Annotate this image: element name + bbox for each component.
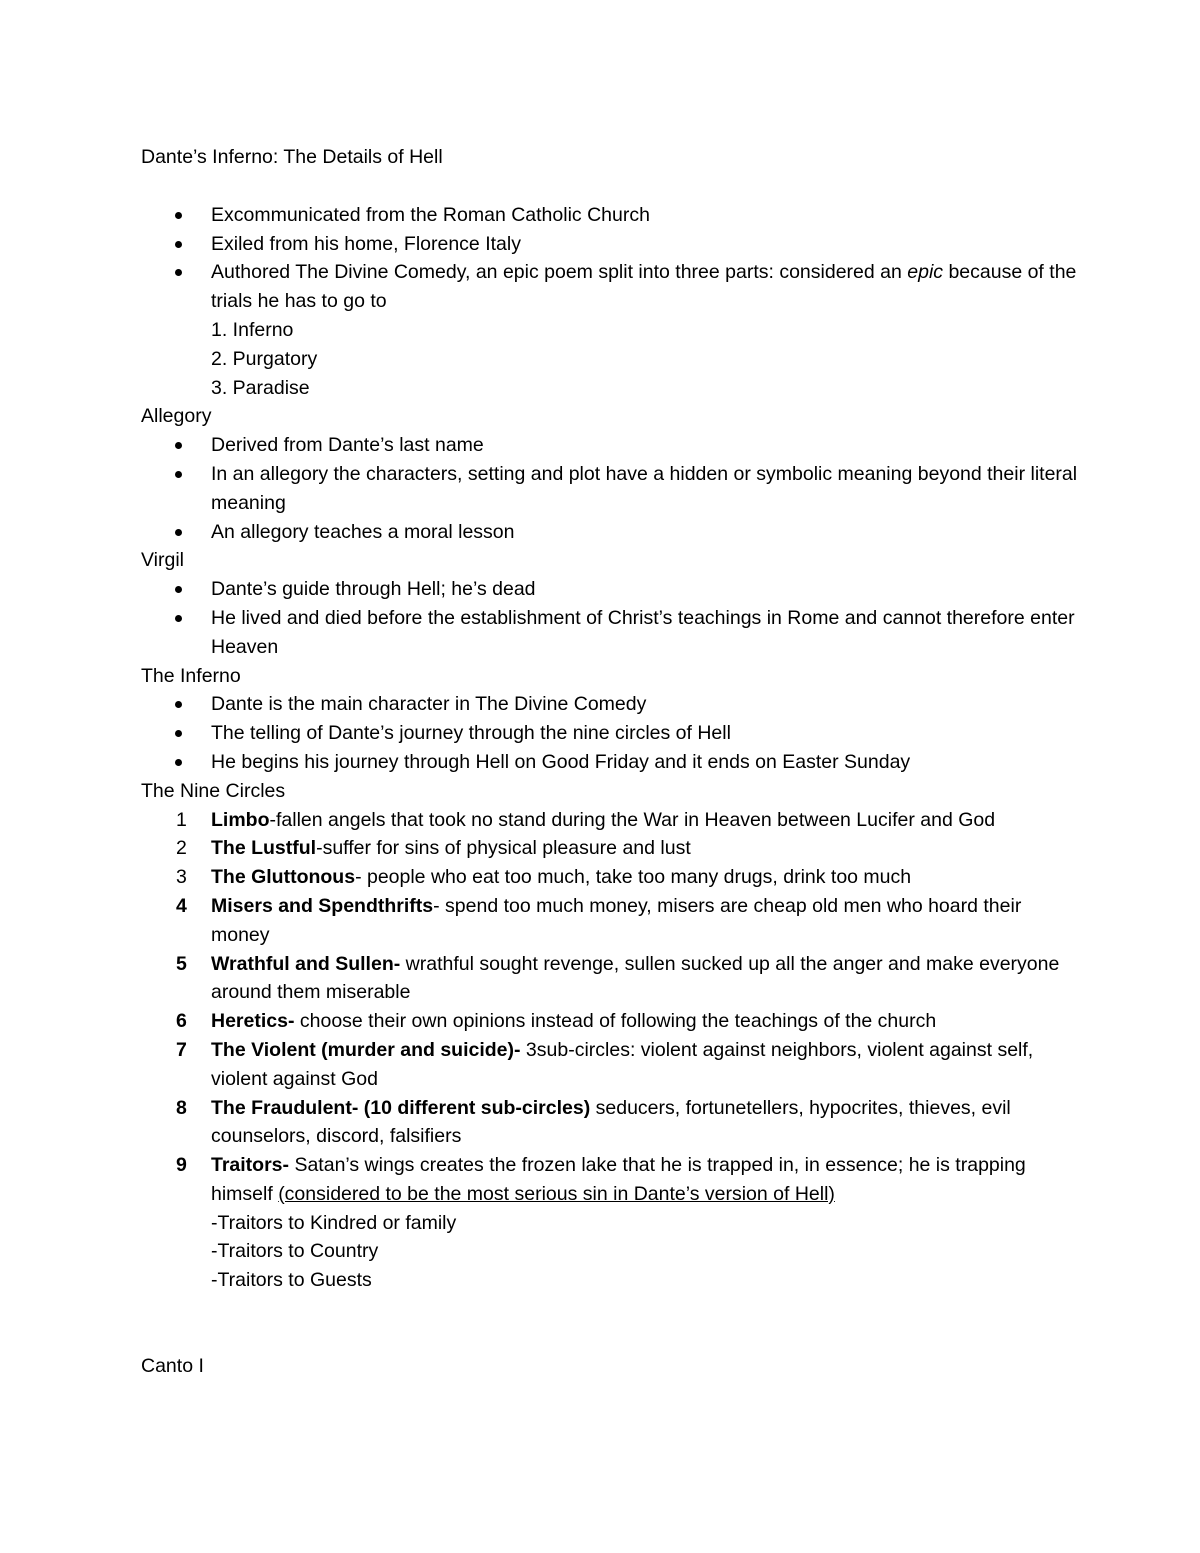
circle-item: [141, 834, 1080, 863]
item-text: because of the trials he has to go to: [211, 261, 1077, 313]
circle-item: [141, 1007, 1080, 1036]
circle-number: 8: [176, 1096, 187, 1119]
circle-term: Limbo: [211, 808, 270, 831]
circle-number: 9: [176, 1154, 187, 1177]
intro-list: [141, 201, 1080, 316]
list-item: -Traitors to Country: [211, 1240, 379, 1263]
list-item: Dante’s guide through Hell; he’s dead: [141, 575, 1080, 604]
nine-circles-list: [141, 806, 1080, 1296]
circle-description: choose their own opinions instead of following the teachings of the church: [294, 1010, 937, 1033]
list-item: Derived from Dante’s last name: [141, 431, 1080, 460]
circle-term: Heretics-: [211, 1010, 295, 1033]
circle-description: seducers, fortunetellers, hypocrites, thieves, evil counselors, discord, falsifiers: [211, 1096, 1011, 1148]
document-title: Dante’s Inferno: The Details of Hell: [141, 146, 443, 168]
list-item: In an allegory the characters, setting and plot have a hidden or symbolic meaning beyond their literal meaning: [141, 460, 1080, 518]
circle-number: 6: [176, 1010, 187, 1033]
circle-term: Misers and Spendthrifts: [211, 894, 434, 917]
list-item: He lived and died before the establishment of Christ’s teachings in Rome and cannot therefore enter Heaven: [141, 604, 1080, 662]
item-text: Authored The Divine Comedy, an epic poem split into three parts: considered an: [211, 261, 908, 284]
circle-item: [141, 1094, 1080, 1152]
circle-description: - spend too much money, misers are cheap old men who hoard their money: [211, 894, 1022, 946]
virgil-list: [141, 575, 1080, 661]
circle-item: [141, 1151, 1080, 1295]
circle-item: [141, 1036, 1080, 1094]
underlined-note: (considered to be the most serious sin in Dante’s version of Hell): [278, 1182, 835, 1205]
circle-number: 4: [176, 894, 187, 917]
list-item: Excommunicated from the Roman Catholic Church: [141, 201, 1080, 230]
circle-description: 3sub-circles: violent against neighbors, violent against self, violent against God: [211, 1038, 1034, 1090]
circle-term: The Gluttonous: [211, 866, 356, 889]
traitor-types-list: [211, 1209, 1080, 1295]
circle-number: 7: [176, 1038, 187, 1061]
list-item: [141, 258, 1080, 316]
section-heading-inferno: The Inferno: [141, 664, 241, 687]
allegory-list: [141, 431, 1080, 546]
circle-term: Traitors-: [211, 1154, 290, 1177]
circle-number: 5: [176, 952, 187, 975]
section-heading-nine-circles: The Nine Circles: [141, 779, 286, 802]
circle-item: [141, 950, 1080, 1008]
list-item: Exiled from his home, Florence Italy: [141, 230, 1080, 259]
circle-item: [141, 863, 1080, 892]
list-item: Dante is the main character in The Divine Comedy: [141, 690, 1080, 719]
canto-heading: Canto I: [141, 1355, 204, 1378]
list-item: -Traitors to Guests: [211, 1269, 372, 1292]
list-item: He begins his journey through Hell on Good Friday and it ends on Easter Sunday: [141, 748, 1080, 777]
circle-number: 1: [176, 808, 187, 831]
list-item: 3. Paradise: [211, 376, 310, 399]
circle-term: The Fraudulent- (10 different sub-circles): [211, 1096, 591, 1119]
circle-term: Wrathful and Sullen-: [211, 952, 401, 975]
circle-term: The Violent (murder and suicide)-: [211, 1038, 521, 1061]
list-item: 2. Purgatory: [211, 347, 318, 370]
circle-term: The Lustful: [211, 837, 317, 860]
list-item: An allegory teaches a moral lesson: [141, 518, 1080, 547]
parts-list: [141, 316, 1080, 402]
inferno-list: [141, 690, 1080, 776]
circle-item: [141, 892, 1080, 950]
circle-description: -suffer for sins of physical pleasure and lust: [316, 837, 691, 860]
section-heading-allegory: Allegory: [141, 405, 212, 428]
circle-number: 2: [176, 837, 187, 860]
list-item: -Traitors to Kindred or family: [211, 1211, 457, 1234]
list-item: The telling of Dante’s journey through the nine circles of Hell: [141, 719, 1080, 748]
list-item: 1. Inferno: [211, 318, 294, 341]
circle-number: 3: [176, 866, 187, 889]
circle-description: wrathful sought revenge, sullen sucked up all the anger and make everyone around them miserable: [211, 952, 1060, 1004]
circle-description: Satan’s wings creates the frozen lake that he is trapped in, in essence; he is trapping himself: [211, 1154, 1026, 1205]
circle-item: [141, 806, 1080, 835]
circle-description: -fallen angels that took no stand during the War in Heaven between Lucifer and God: [269, 808, 996, 831]
circle-description: - people who eat too much, take too many drugs, drink too much: [355, 866, 912, 889]
emphasis-text: epic: [907, 261, 944, 284]
section-heading-virgil: Virgil: [141, 549, 184, 572]
